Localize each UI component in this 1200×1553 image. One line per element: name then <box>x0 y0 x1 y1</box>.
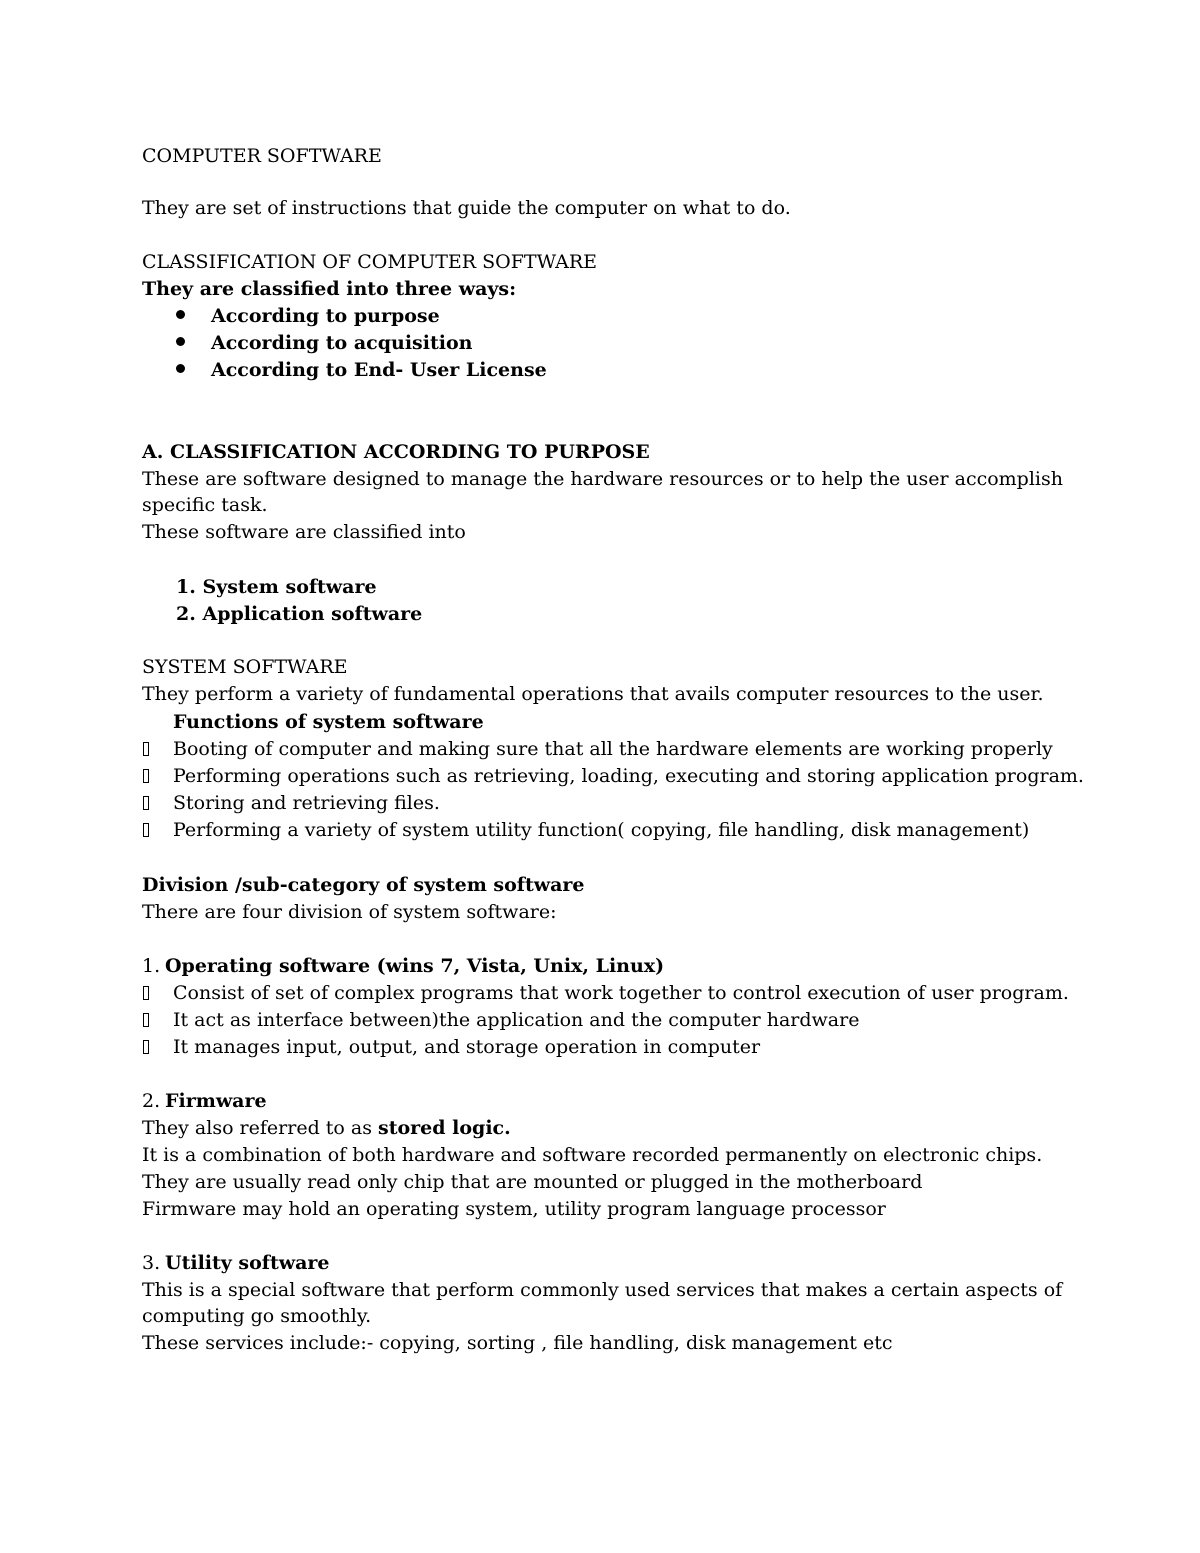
division-lead: There are four division of system software: <box>142 901 557 923</box>
classification-item: According to acquisition <box>211 332 473 354</box>
section-a-paragraph: specific task. <box>142 494 268 516</box>
bullet-icon <box>176 364 185 373</box>
firmware-number: 2. <box>142 1090 161 1112</box>
operating-point: It act as interface between)the application and the computer hardware <box>173 1009 860 1031</box>
classification-item: According to purpose <box>211 305 440 327</box>
firmware-line: Firmware may hold an operating system, utility program language processor <box>142 1198 886 1220</box>
missing-glyph-icon <box>143 742 149 756</box>
firmware-line: It is a combination of both hardware and software recorded permanently on electronic chips. <box>142 1144 1043 1166</box>
operating-point: It manages input, output, and storage operation in computer <box>173 1036 761 1058</box>
firmware-line: They are usually read only chip that are mounted or plugged in the motherboard <box>142 1171 923 1193</box>
classification-heading: CLASSIFICATION OF COMPUTER SOFTWARE <box>142 251 598 273</box>
utility-line: This is a special software that perform commonly used services that makes a certain aspects of <box>142 1279 1063 1301</box>
bullet-icon <box>176 310 185 319</box>
section-a-paragraph: These are software designed to manage the hardware resources or to help the user accomplish <box>142 468 1063 490</box>
utility-line: These services include:- copying, sorting , file handling, disk management etc <box>142 1332 893 1354</box>
function-item: Booting of computer and making sure that all the hardware elements are working properly <box>173 738 1053 760</box>
bullet-icon <box>176 337 185 346</box>
functions-heading: Functions of system software <box>173 711 484 733</box>
intro-paragraph: They are set of instructions that guide the computer on what to do. <box>142 197 791 219</box>
firmware-line-text: They also referred to as <box>142 1117 379 1139</box>
firmware-stored-logic: stored logic. <box>378 1117 511 1139</box>
missing-glyph-icon <box>143 769 149 783</box>
classification-item: According to End- User License <box>211 359 547 381</box>
missing-glyph-icon <box>143 986 149 1000</box>
operating-point: Consist of set of complex programs that work together to control execution of user program. <box>173 982 1069 1004</box>
section-a-heading: A. CLASSIFICATION ACCORDING TO PURPOSE <box>142 441 650 463</box>
function-item: Performing a variety of system utility function( copying, file handling, disk management) <box>173 819 1030 841</box>
utility-line: computing go smoothly. <box>142 1305 372 1327</box>
division-heading: Division /sub-category of system software <box>142 874 585 896</box>
operating-number: 1. <box>142 955 161 977</box>
section-a-list-item: 2. Application software <box>176 603 423 625</box>
missing-glyph-icon <box>143 823 149 837</box>
section-a-paragraph: These software are classified into <box>142 521 466 543</box>
firmware-line <box>142 1115 511 1142</box>
operating-heading: Operating software (wins 7, Vista, Unix, Linux) <box>165 955 665 977</box>
section-a-list-item: 1. System software <box>176 576 377 598</box>
utility-number: 3. <box>142 1252 161 1274</box>
missing-glyph-icon <box>143 1040 149 1054</box>
firmware-heading: Firmware <box>165 1090 267 1112</box>
function-item: Storing and retrieving files. <box>173 792 440 814</box>
document-title: COMPUTER SOFTWARE <box>142 145 382 167</box>
missing-glyph-icon <box>143 796 149 810</box>
system-software-heading: SYSTEM SOFTWARE <box>142 656 348 678</box>
system-software-paragraph: They perform a variety of fundamental operations that avails computer resources to the user. <box>142 683 1044 705</box>
classification-lead: They are classified into three ways: <box>142 278 517 300</box>
utility-heading: Utility software <box>165 1252 330 1274</box>
missing-glyph-icon <box>143 1013 149 1027</box>
function-item: Performing operations such as retrieving, loading, executing and storing application program. <box>173 765 1084 787</box>
